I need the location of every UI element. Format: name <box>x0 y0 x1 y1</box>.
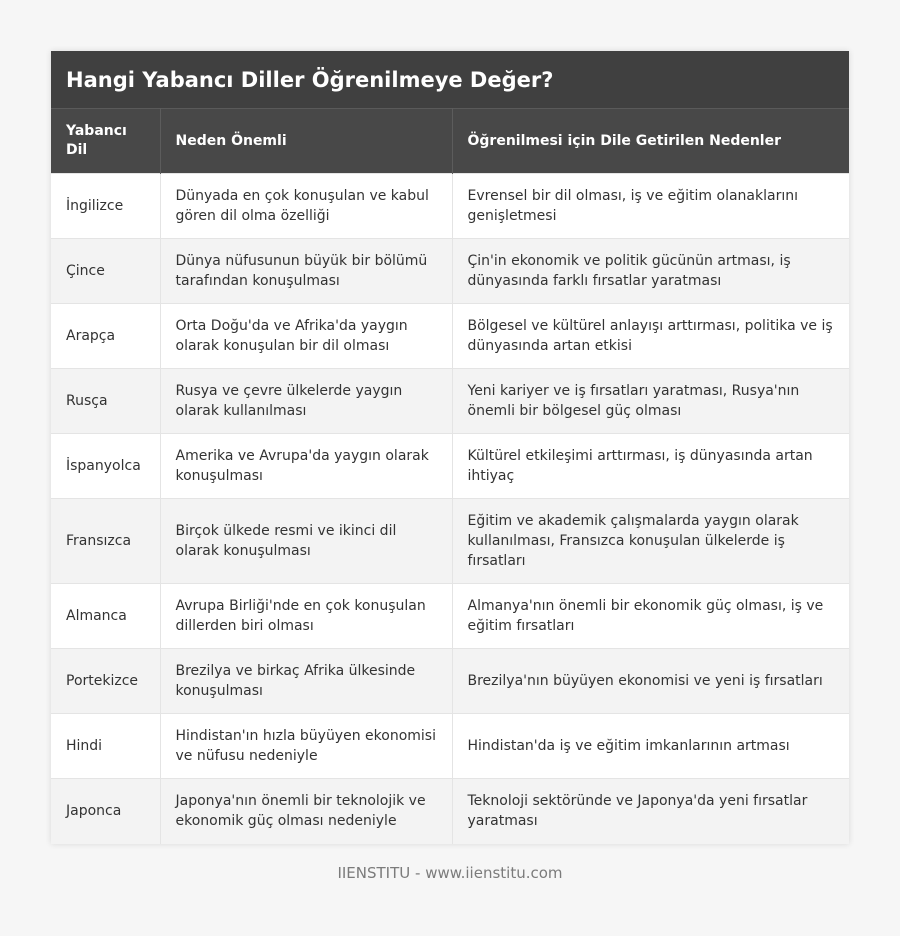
table-row <box>51 174 849 239</box>
table-row <box>51 584 849 649</box>
cell-importance: Hindistan'ın hızla büyüyen ekonomisi ve nüfusu nedeniyle <box>160 714 452 779</box>
cell-reasons: Eğitim ve akademik çalışmalarda yaygın olarak kullanılması, Fransızca konuşulan ülkelerde iş fırsatları <box>452 499 849 584</box>
header-importance: Neden Önemli <box>160 109 452 174</box>
table-row <box>51 714 849 779</box>
cell-reasons: Bölgesel ve kültürel anlayışı arttırması, politika ve iş dünyasında artan etkisi <box>452 304 849 369</box>
cell-language: Hindi <box>51 714 160 779</box>
cell-reasons: Brezilya'nın büyüyen ekonomisi ve yeni iş fırsatları <box>452 649 849 714</box>
cell-reasons: Hindistan'da iş ve eğitim imkanlarının artması <box>452 714 849 779</box>
table-card <box>51 51 849 844</box>
table-row <box>51 239 849 304</box>
cell-reasons: Yeni kariyer ve iş fırsatları yaratması, Rusya'nın önemli bir bölgesel güç olması <box>452 369 849 434</box>
cell-reasons: Almanya'nın önemli bir ekonomik güç olması, iş ve eğitim fırsatları <box>452 584 849 649</box>
cell-reasons: Evrensel bir dil olması, iş ve eğitim olanaklarını genişletmesi <box>452 174 849 239</box>
cell-language: İngilizce <box>51 174 160 239</box>
header-reasons: Öğrenilmesi için Dile Getirilen Nedenler <box>452 109 849 174</box>
cell-language: Japonca <box>51 779 160 844</box>
cell-language: Çince <box>51 239 160 304</box>
header-language: Yabancı Dil <box>51 109 160 174</box>
table-row <box>51 304 849 369</box>
cell-language: Rusça <box>51 369 160 434</box>
footer-credit: IIENSTITU - www.iienstitu.com <box>337 864 563 882</box>
cell-language: İspanyolca <box>51 434 160 499</box>
cell-reasons: Çin'in ekonomik ve politik gücünün artması, iş dünyasında farklı fırsatlar yaratması <box>452 239 849 304</box>
cell-importance: Dünya nüfusunun büyük bir bölümü tarafından konuşulması <box>160 239 452 304</box>
cell-importance: Japonya'nın önemli bir teknolojik ve ekonomik güç olması nedeniyle <box>160 779 452 844</box>
cell-importance: Rusya ve çevre ülkelerde yaygın olarak kullanılması <box>160 369 452 434</box>
table-row <box>51 649 849 714</box>
cell-importance: Orta Doğu'da ve Afrika'da yaygın olarak konuşulan bir dil olması <box>160 304 452 369</box>
cell-importance: Birçok ülkede resmi ve ikinci dil olarak konuşulması <box>160 499 452 584</box>
cell-language: Fransızca <box>51 499 160 584</box>
table-row <box>51 434 849 499</box>
cell-language: Arapça <box>51 304 160 369</box>
cell-importance: Avrupa Birliği'nde en çok konuşulan dillerden biri olması <box>160 584 452 649</box>
table-row <box>51 499 849 584</box>
cell-language: Portekizce <box>51 649 160 714</box>
languages-table <box>51 108 849 844</box>
cell-importance: Brezilya ve birkaç Afrika ülkesinde konuşulması <box>160 649 452 714</box>
cell-language: Almanca <box>51 584 160 649</box>
cell-importance: Dünyada en çok konuşulan ve kabul gören dil olma özelliği <box>160 174 452 239</box>
table-title: Hangi Yabancı Diller Öğrenilmeye Değer? <box>51 51 849 108</box>
cell-reasons: Teknoloji sektöründe ve Japonya'da yeni fırsatlar yaratması <box>452 779 849 844</box>
cell-importance: Amerika ve Avrupa'da yaygın olarak konuşulması <box>160 434 452 499</box>
cell-reasons: Kültürel etkileşimi arttırması, iş dünyasında artan ihtiyaç <box>452 434 849 499</box>
table-row <box>51 779 849 844</box>
table-row <box>51 369 849 434</box>
header-row <box>51 109 849 174</box>
